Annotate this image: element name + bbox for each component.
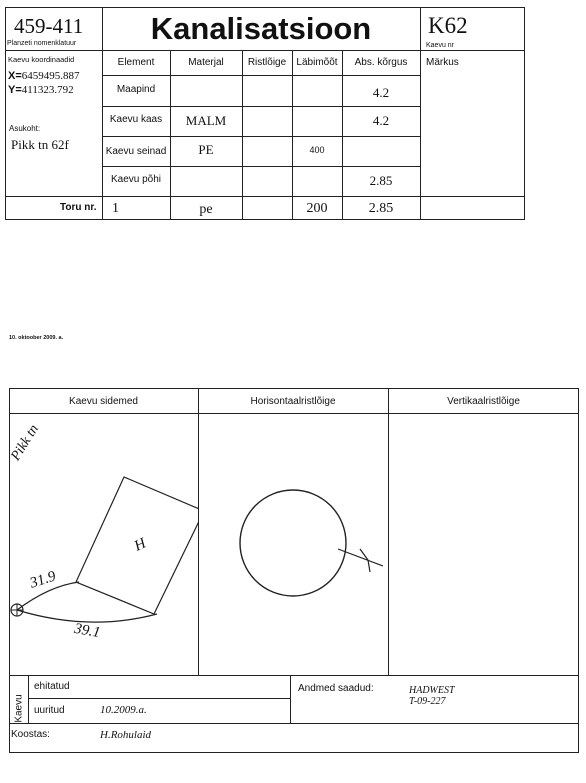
street-label: Pikk tn xyxy=(8,422,42,464)
pipe-diameter: 200 xyxy=(306,201,328,216)
divider xyxy=(28,698,290,699)
col-links: Kaevu sidemed xyxy=(69,396,138,407)
data-source-line1: HADWEST xyxy=(409,685,455,696)
col-horizontal: Horisontaalristlõige xyxy=(250,396,336,407)
well-number: K62 xyxy=(428,13,468,38)
header-material: Materjal xyxy=(188,57,224,68)
coords-label: Kaevu koordinaadid xyxy=(8,55,75,64)
plan-number: 459-411 xyxy=(14,14,84,38)
plan-label: Planzeti nomenklatuur xyxy=(7,40,77,47)
divider xyxy=(290,675,291,723)
data-source-line2: T-09-227 xyxy=(409,696,446,707)
divider xyxy=(28,675,29,723)
page-title: Kanalisatsioon xyxy=(150,11,372,46)
pipe-number: 1 xyxy=(112,201,119,216)
divider xyxy=(5,196,525,197)
pipe-line xyxy=(338,549,383,566)
row-element: Maapind xyxy=(116,84,156,95)
coord-y xyxy=(8,84,74,96)
coord-y-label: Y= xyxy=(8,84,22,96)
pipe-number-label: Toru nr. xyxy=(60,202,97,213)
dimension-1: 31.9 xyxy=(28,568,58,592)
dimension-2: 39.1 xyxy=(72,620,102,642)
coord-x-label: X= xyxy=(8,70,22,82)
distance-arc xyxy=(17,610,157,622)
row-element: Kaevu seinad xyxy=(105,146,167,157)
well-label: Kaevu nr xyxy=(426,42,455,49)
measured-label: uuritud xyxy=(34,705,65,716)
divider xyxy=(102,136,420,137)
built-label: ehitatud xyxy=(34,681,70,692)
compiled-label: Koostas: xyxy=(11,729,50,740)
arrow-icon xyxy=(360,549,370,572)
row-height: 4.2 xyxy=(372,113,390,128)
row-material: MALM xyxy=(185,113,227,128)
divider xyxy=(388,388,389,675)
location-label: Asukoht: xyxy=(9,124,41,133)
coord-x-value: 6459495.887 xyxy=(21,70,80,82)
pipe-material: pe xyxy=(199,202,213,217)
building-mark: H xyxy=(131,535,149,555)
location-value: Pikk tn 62f xyxy=(11,137,69,152)
header-cross: Ristlõige xyxy=(247,57,287,68)
row-material: PE xyxy=(198,142,214,157)
well-links-sketch xyxy=(9,414,199,674)
pipe-height: 2.85 xyxy=(368,201,394,216)
divider xyxy=(102,75,420,76)
divider xyxy=(420,7,421,220)
row-element: Kaevu kaas xyxy=(109,114,163,125)
header-notes: Märkus xyxy=(426,57,459,68)
row-height: 4.2 xyxy=(372,85,390,100)
compiled-value: H.Rohulaid xyxy=(100,729,152,741)
divider xyxy=(9,675,579,676)
divider xyxy=(9,723,579,724)
data-source-label: Andmed saadud: xyxy=(298,683,374,694)
header-diameter: Läbimõõt xyxy=(296,57,338,68)
divider xyxy=(102,166,420,167)
col-vertical: Vertikaalristlõige xyxy=(447,396,520,407)
coord-x xyxy=(8,70,80,82)
header-height: Abs. kõrgus xyxy=(354,57,408,68)
divider xyxy=(102,106,420,107)
row-element: Kaevu põhi xyxy=(110,174,162,185)
row-diameter: 400 xyxy=(309,145,325,155)
measured-value: 10.2009.a. xyxy=(100,704,147,716)
well-circle xyxy=(240,490,346,596)
row-height: 2.85 xyxy=(369,173,393,188)
date-note: 10. oktoober 2009. a. xyxy=(9,335,64,341)
coord-y-value: 411323.792 xyxy=(21,84,74,96)
side-label: Kaevu xyxy=(13,694,25,723)
header-element: Element xyxy=(117,57,155,68)
divider xyxy=(5,50,525,51)
horizontal-section-sketch xyxy=(198,414,388,674)
